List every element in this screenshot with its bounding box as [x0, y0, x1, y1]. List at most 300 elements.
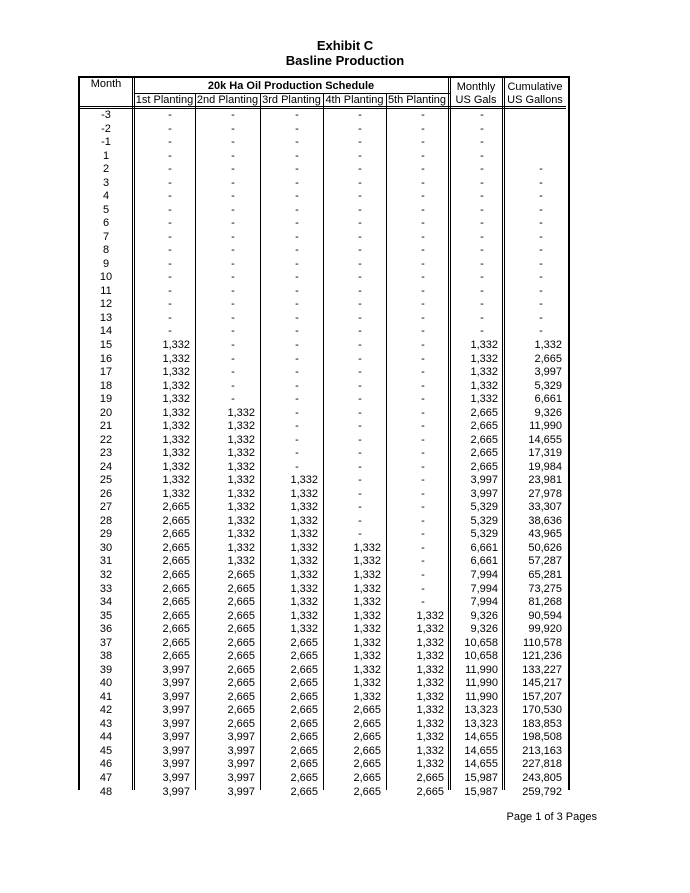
first-planting-cell: - — [168, 257, 172, 270]
fifth-planting-cell: 2,665 — [416, 785, 444, 798]
month-cell: 24 — [99, 460, 113, 473]
monthly-gals-cell: 3,997 — [470, 474, 498, 487]
fifth-planting-cell: - — [421, 136, 425, 149]
month-cell: 9 — [102, 257, 110, 270]
second-planting-cell: 2,665 — [227, 582, 255, 595]
second-planting-cell: 1,332 — [227, 514, 255, 527]
third-planting-cell: 2,665 — [290, 758, 318, 771]
third-planting-cell: - — [295, 176, 299, 189]
monthly-gals-cell: 1,332 — [470, 379, 498, 392]
third-planting-cell: - — [295, 447, 299, 460]
fifth-planting-cell: - — [421, 541, 425, 554]
month-cell: 45 — [99, 744, 113, 757]
second-planting-cell: - — [231, 149, 235, 162]
cumulative-gallons-cell: 183,853 — [522, 717, 562, 730]
month-cell: 31 — [99, 555, 113, 568]
cumulative-gallons-cell: 133,227 — [522, 663, 562, 676]
third-planting-cell: - — [295, 460, 299, 473]
cumulative-gallons-cell: 57,287 — [528, 555, 562, 568]
cumulative-gallons-cell: 243,805 — [522, 771, 562, 784]
month-cell: 39 — [99, 663, 113, 676]
third-planting-cell: - — [295, 244, 299, 257]
fifth-planting-cell: 1,332 — [416, 731, 444, 744]
second-planting-cell: 1,332 — [227, 420, 255, 433]
monthly-gals-cell: 2,665 — [470, 406, 498, 419]
cumulative-gallons-cell: - — [539, 271, 543, 284]
cumulative-gallons-cell: - — [539, 163, 543, 176]
third-planting-cell: - — [295, 109, 299, 121]
second-planting-cell: 1,332 — [227, 487, 255, 500]
fourth-planting-cell: 2,665 — [353, 744, 381, 757]
cumulative-gallons-cell: - — [539, 244, 543, 257]
month-cell: 19 — [99, 393, 113, 406]
first-planting-cell: - — [168, 244, 172, 257]
month-cell: 10 — [99, 271, 113, 284]
fourth-planting-cell: 2,665 — [353, 731, 381, 744]
first-planting-cell: - — [168, 176, 172, 189]
fifth-planting-cell: - — [421, 122, 425, 135]
fifth-planting-cell: - — [421, 230, 425, 243]
month-cell: 7 — [102, 230, 110, 243]
fourth-planting-cell: 1,332 — [353, 555, 381, 568]
fourth-planting-cell: - — [358, 514, 362, 527]
fourth-planting-cell: 1,332 — [353, 569, 381, 582]
fourth-planting-cell: 1,332 — [353, 582, 381, 595]
fourth-planting-cell: - — [358, 339, 362, 351]
fifth-planting-cell: 1,332 — [416, 690, 444, 703]
first-planting-cell: 2,665 — [162, 596, 190, 609]
month-cell: 12 — [99, 298, 113, 311]
monthly-gals-cell: 9,326 — [470, 623, 498, 636]
second-planting-cell: 1,332 — [227, 541, 255, 554]
first-planting-cell: 1,332 — [162, 406, 190, 419]
monthly-gals-cell: - — [480, 109, 484, 121]
fifth-planting-cell: - — [421, 379, 425, 392]
fourth-planting-cell: - — [358, 203, 362, 216]
third-planting-cell: 2,665 — [290, 690, 318, 703]
third-planting-cell: 1,332 — [290, 609, 318, 622]
first-planting-cell: 2,665 — [162, 514, 190, 527]
page-title: Exhibit C — [316, 38, 374, 53]
fifth-planting-cell: - — [421, 339, 425, 351]
second-planting-cell: 1,332 — [227, 460, 255, 473]
fifth-planting-header: 5th Planting — [387, 94, 447, 106]
fourth-planting-cell: 1,332 — [353, 636, 381, 649]
second-planting-cell: - — [231, 217, 235, 230]
cumulative-gallons-cell: 3,997 — [534, 366, 562, 379]
cumulative-header-unit: US Gallons — [507, 94, 563, 106]
cumulative-gallons-cell: 27,978 — [528, 487, 562, 500]
month-cell: 5 — [102, 203, 110, 216]
cumulative-gallons-cell: 1,332 — [534, 339, 562, 351]
month-cell: 18 — [99, 379, 113, 392]
second-planting-cell: 2,665 — [227, 690, 255, 703]
month-cell: 22 — [99, 433, 113, 446]
third-planting-cell: - — [295, 311, 299, 324]
month-cell: 41 — [99, 690, 113, 703]
monthly-gals-cell: 7,994 — [470, 582, 498, 595]
month-cell: 8 — [102, 244, 110, 257]
month-cell: 21 — [99, 420, 113, 433]
month-cell: 35 — [99, 609, 113, 622]
third-planting-cell: - — [295, 149, 299, 162]
fifth-planting-cell: - — [421, 109, 425, 121]
fourth-planting-cell: 1,332 — [353, 650, 381, 663]
fourth-planting-cell: 2,665 — [353, 717, 381, 730]
header-divider — [80, 106, 566, 107]
cumulative-gallons-cell: 145,217 — [522, 677, 562, 690]
fourth-planting-cell: - — [358, 311, 362, 324]
fourth-planting-cell: - — [358, 257, 362, 270]
fifth-planting-cell: - — [421, 596, 425, 609]
cumulative-gallons-cell: - — [539, 176, 543, 189]
monthly-gals-cell: 9,326 — [470, 609, 498, 622]
first-planting-cell: 3,997 — [162, 663, 190, 676]
month-cell: 14 — [99, 325, 113, 338]
third-planting-cell: - — [295, 366, 299, 379]
month-cell: 23 — [99, 447, 113, 460]
first-planting-cell: 1,332 — [162, 433, 190, 446]
second-planting-cell: - — [231, 136, 235, 149]
fifth-planting-cell: - — [421, 447, 425, 460]
month-cell: -3 — [101, 109, 111, 121]
fifth-planting-cell: - — [421, 271, 425, 284]
first-planting-cell: 1,332 — [162, 393, 190, 406]
monthly-gals-cell: 14,655 — [464, 731, 498, 744]
second-planting-cell: 1,332 — [227, 501, 255, 514]
cumulative-gallons-cell: 23,981 — [528, 474, 562, 487]
cumulative-gallons-cell: 170,530 — [522, 704, 562, 717]
month-cell: 4 — [102, 190, 110, 203]
second-planting-cell: 1,332 — [227, 406, 255, 419]
monthly-gals-cell: - — [480, 122, 484, 135]
second-planting-cell: 3,997 — [227, 771, 255, 784]
fifth-planting-cell: 1,332 — [416, 609, 444, 622]
fourth-planting-cell: - — [358, 271, 362, 284]
first-planting-cell: 2,665 — [162, 582, 190, 595]
monthly-gals-cell: 14,655 — [464, 744, 498, 757]
first-planting-cell: 2,665 — [162, 609, 190, 622]
third-planting-cell: - — [295, 420, 299, 433]
fifth-planting-cell: - — [421, 501, 425, 514]
first-planting-cell: 3,997 — [162, 690, 190, 703]
second-planting-cell: 2,665 — [227, 636, 255, 649]
fourth-planting-cell: 2,665 — [353, 785, 381, 798]
second-planting-cell: 2,665 — [227, 623, 255, 636]
second-planting-cell: 3,997 — [227, 731, 255, 744]
cumulative-gallons-cell: 121,236 — [522, 650, 562, 663]
month-cell: 27 — [99, 501, 113, 514]
cumulative-gallons-cell: - — [539, 203, 543, 216]
second-planting-cell: 2,665 — [227, 569, 255, 582]
fourth-planting-cell: 1,332 — [353, 609, 381, 622]
third-planting-cell: - — [295, 433, 299, 446]
month-cell: 26 — [99, 487, 113, 500]
cumulative-gallons-cell: 65,281 — [528, 569, 562, 582]
fifth-planting-cell: - — [421, 406, 425, 419]
third-planting-cell: 2,665 — [290, 663, 318, 676]
month-cell: 6 — [102, 217, 110, 230]
second-planting-cell: 2,665 — [227, 609, 255, 622]
cumulative-gallons-cell: 2,665 — [534, 352, 562, 365]
third-planting-cell: - — [295, 393, 299, 406]
second-planting-cell: 2,665 — [227, 704, 255, 717]
cumulative-gallons-cell: 14,655 — [528, 433, 562, 446]
cumulative-gallons-cell: 157,207 — [522, 690, 562, 703]
third-planting-cell: - — [295, 230, 299, 243]
third-planting-cell: 2,665 — [290, 704, 318, 717]
first-planting-cell: 2,665 — [162, 541, 190, 554]
fifth-planting-cell: - — [421, 352, 425, 365]
fifth-planting-cell: - — [421, 311, 425, 324]
fourth-planting-cell: 1,332 — [353, 677, 381, 690]
third-planting-cell: 1,332 — [290, 487, 318, 500]
first-planting-cell: 3,997 — [162, 771, 190, 784]
fifth-planting-cell: 1,332 — [416, 623, 444, 636]
first-planting-cell: - — [168, 149, 172, 162]
cumulative-gallons-cell: 17,319 — [528, 447, 562, 460]
first-planting-cell: 1,332 — [162, 366, 190, 379]
cumulative-gallons-cell: 19,984 — [528, 460, 562, 473]
cumulative-gallons-cell: 11,990 — [529, 420, 562, 433]
month-cell: 32 — [99, 569, 113, 582]
first-planting-cell: 1,332 — [162, 474, 190, 487]
fourth-planting-cell: 2,665 — [353, 771, 381, 784]
second-planting-cell: - — [231, 163, 235, 176]
monthly-gals-cell: - — [480, 203, 484, 216]
fourth-planting-cell: - — [358, 176, 362, 189]
fourth-planting-cell: - — [358, 474, 362, 487]
monthly-gals-cell: 6,661 — [470, 541, 498, 554]
monthly-gals-cell: - — [480, 271, 484, 284]
monthly-gals-cell: 6,661 — [470, 555, 498, 568]
fifth-planting-cell: - — [421, 284, 425, 297]
first-planting-cell: 2,665 — [162, 555, 190, 568]
fourth-planting-cell: 1,332 — [353, 623, 381, 636]
third-planting-cell: 1,332 — [290, 514, 318, 527]
cumulative-gallons-cell: - — [539, 257, 543, 270]
third-planting-cell: - — [295, 190, 299, 203]
monthly-gals-cell: - — [480, 257, 484, 270]
monthly-gals-cell: 3,997 — [470, 487, 498, 500]
month-cell: -1 — [101, 136, 111, 149]
fifth-planting-cell: 2,665 — [416, 771, 444, 784]
monthly-gals-cell: - — [480, 217, 484, 230]
fourth-planting-cell: - — [358, 352, 362, 365]
cumulative-gallons-cell: 198,508 — [522, 731, 562, 744]
second-planting-cell: 2,665 — [227, 663, 255, 676]
second-planting-cell: 2,665 — [227, 650, 255, 663]
cumulative-gallons-cell: 227,818 — [522, 758, 562, 771]
monthly-gals-cell: 13,323 — [464, 717, 498, 730]
month-cell: 11 — [100, 284, 112, 297]
monthly-gals-cell: 11,990 — [465, 690, 498, 703]
monthly-gals-cell: 7,994 — [470, 569, 498, 582]
month-cell: 13 — [99, 311, 113, 324]
fourth-planting-cell: - — [358, 230, 362, 243]
first-planting-cell: 1,332 — [162, 460, 190, 473]
month-cell: 47 — [99, 771, 113, 784]
fourth-planting-cell: - — [358, 379, 362, 392]
monthly-gals-cell: - — [480, 149, 484, 162]
fifth-planting-cell: - — [421, 190, 425, 203]
month-cell: 3 — [102, 176, 110, 189]
third-planting-cell: 2,665 — [290, 677, 318, 690]
second-planting-cell: 1,332 — [227, 528, 255, 541]
fifth-planting-cell: - — [421, 433, 425, 446]
cumulative-gallons-cell: - — [539, 311, 543, 324]
second-planting-cell: 1,332 — [227, 433, 255, 446]
monthly-gals-cell: - — [480, 190, 484, 203]
cumulative-gallons-cell: 81,268 — [528, 596, 562, 609]
cumulative-gallons-cell: 110,578 — [523, 636, 562, 649]
first-planting-cell: 1,332 — [162, 420, 190, 433]
fourth-planting-cell: - — [358, 122, 362, 135]
cumulative-gallons-cell: 9,326 — [534, 406, 562, 419]
cumulative-gallons-cell: 90,594 — [528, 609, 562, 622]
monthly-gals-cell: 5,329 — [470, 514, 498, 527]
month-cell: 20 — [99, 406, 113, 419]
schedule-group-header: 20k Ha Oil Production Schedule — [207, 80, 375, 92]
fourth-planting-cell: - — [358, 433, 362, 446]
third-planting-cell: - — [295, 339, 299, 351]
fifth-planting-cell: - — [421, 555, 425, 568]
cumulative-header: Cumulative — [507, 81, 563, 93]
monthly-gals-cell: 2,665 — [470, 460, 498, 473]
month-cell: 28 — [99, 514, 113, 527]
monthly-gals-cell: 13,323 — [464, 704, 498, 717]
fifth-planting-cell: - — [421, 203, 425, 216]
second-planting-cell: - — [231, 244, 235, 257]
first-planting-cell: 1,332 — [162, 339, 190, 351]
fifth-planting-cell: - — [421, 569, 425, 582]
fifth-planting-cell: 1,332 — [416, 717, 444, 730]
second-planting-cell: - — [231, 257, 235, 270]
first-planting-cell: 2,665 — [162, 650, 190, 663]
fifth-planting-cell: - — [421, 393, 425, 406]
monthly-gals-cell: 5,329 — [470, 501, 498, 514]
first-planting-cell: 1,332 — [162, 487, 190, 500]
month-cell: 44 — [99, 731, 113, 744]
first-planting-cell: 3,997 — [162, 731, 190, 744]
second-planting-cell: 2,665 — [227, 596, 255, 609]
fifth-planting-cell: - — [421, 514, 425, 527]
third-planting-cell: 1,332 — [290, 569, 318, 582]
month-cell: 37 — [99, 636, 113, 649]
first-planting-cell: 3,997 — [162, 704, 190, 717]
fifth-planting-cell: - — [421, 325, 425, 338]
first-planting-cell: 2,665 — [162, 501, 190, 514]
month-cell: 34 — [99, 596, 113, 609]
fourth-planting-cell: - — [358, 136, 362, 149]
fourth-planting-cell: 1,332 — [353, 596, 381, 609]
third-planting-cell: 2,665 — [290, 744, 318, 757]
first-planting-cell: - — [168, 203, 172, 216]
second-planting-cell: - — [231, 176, 235, 189]
fourth-planting-cell: 2,665 — [353, 758, 381, 771]
month-cell: 36 — [99, 623, 113, 636]
month-cell: 46 — [99, 758, 113, 771]
first-planting-cell: 2,665 — [162, 636, 190, 649]
first-planting-cell: 3,997 — [162, 717, 190, 730]
month-cell: 2 — [102, 163, 110, 176]
second-planting-cell: 3,997 — [227, 785, 255, 798]
first-planting-cell: - — [168, 230, 172, 243]
monthly-gals-cell: 10,658 — [464, 636, 498, 649]
first-planting-cell: - — [168, 122, 172, 135]
second-planting-cell: - — [231, 203, 235, 216]
second-planting-cell: - — [231, 366, 235, 379]
monthly-gals-cell: 2,665 — [470, 447, 498, 460]
cumulative-gallons-cell: 33,307 — [528, 501, 562, 514]
cumulative-gallons-cell: 73,275 — [528, 582, 562, 595]
fourth-planting-cell: - — [358, 244, 362, 257]
second-planting-cell: - — [231, 352, 235, 365]
first-planting-cell: 3,997 — [162, 744, 190, 757]
monthly-gals-cell: 1,332 — [470, 393, 498, 406]
monthly-gals-cell: 7,994 — [470, 596, 498, 609]
first-planting-cell: 2,665 — [162, 623, 190, 636]
month-cell: 15 — [99, 339, 113, 351]
fifth-planting-cell: - — [421, 474, 425, 487]
fourth-planting-cell: - — [358, 447, 362, 460]
monthly-gals-cell: 1,332 — [470, 352, 498, 365]
month-cell: 17 — [99, 366, 113, 379]
monthly-gals-cell: 14,655 — [464, 758, 498, 771]
first-planting-cell: - — [168, 284, 172, 297]
monthly-header: Monthly — [456, 81, 496, 93]
fifth-planting-cell: 1,332 — [416, 663, 444, 676]
fourth-planting-cell: - — [358, 217, 362, 230]
monthly-gals-cell: - — [480, 176, 484, 189]
third-planting-cell: - — [295, 406, 299, 419]
cumulative-gallons-cell: - — [539, 284, 543, 297]
fourth-planting-cell: - — [358, 501, 362, 514]
third-planting-cell: - — [295, 352, 299, 365]
fifth-planting-cell: - — [421, 460, 425, 473]
fourth-planting-cell: - — [358, 528, 362, 541]
second-planting-cell: 2,665 — [227, 677, 255, 690]
month-cell: 16 — [99, 352, 113, 365]
month-cell: -2 — [101, 122, 111, 135]
fourth-planting-cell: - — [358, 406, 362, 419]
third-planting-cell: 2,665 — [290, 731, 318, 744]
second-planting-cell: - — [231, 325, 235, 338]
second-planting-cell: - — [231, 298, 235, 311]
cumulative-gallons-cell: - — [539, 325, 543, 338]
second-planting-cell: 1,332 — [227, 474, 255, 487]
fifth-planting-cell: - — [421, 149, 425, 162]
fifth-planting-cell: - — [421, 163, 425, 176]
second-planting-cell: - — [231, 271, 235, 284]
monthly-gals-cell: - — [480, 136, 484, 149]
third-planting-cell: 2,665 — [290, 717, 318, 730]
monthly-gals-cell: 15,987 — [464, 785, 498, 798]
fourth-planting-cell: - — [358, 366, 362, 379]
first-planting-cell: - — [168, 136, 172, 149]
fifth-planting-cell: - — [421, 420, 425, 433]
fifth-planting-cell: - — [421, 487, 425, 500]
month-cell: 42 — [99, 704, 113, 717]
month-cell: 38 — [99, 650, 113, 663]
month-cell: 30 — [99, 541, 113, 554]
second-planting-cell: 3,997 — [227, 758, 255, 771]
third-planting-cell: 1,332 — [290, 582, 318, 595]
fourth-planting-cell: - — [358, 190, 362, 203]
fifth-planting-cell: 1,332 — [416, 636, 444, 649]
cumulative-gallons-cell: 38,636 — [528, 514, 562, 527]
monthly-gals-cell: 1,332 — [470, 339, 498, 351]
